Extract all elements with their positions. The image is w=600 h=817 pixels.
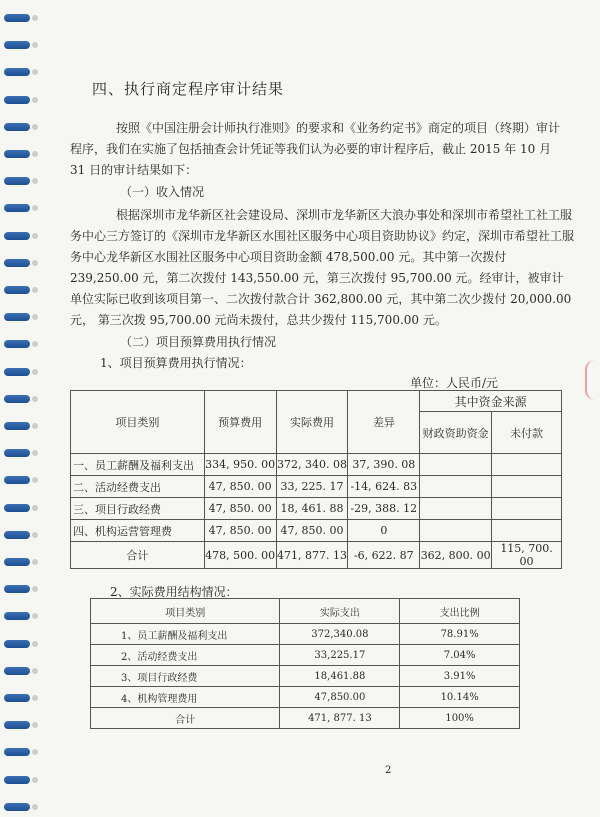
cell-funded: 362, 800. 00 bbox=[420, 542, 492, 569]
binding-hole bbox=[32, 233, 38, 239]
cell-category: 四、机构运营管理费 bbox=[71, 520, 205, 542]
red-stamp-edge bbox=[585, 360, 600, 400]
table-row bbox=[91, 666, 520, 687]
binding-hole bbox=[32, 613, 38, 619]
binding-hole bbox=[32, 505, 38, 511]
binding-ring bbox=[4, 286, 30, 294]
cell-unpaid bbox=[492, 498, 562, 520]
binding-ring bbox=[4, 803, 30, 811]
header-diff: 差异 bbox=[348, 391, 420, 454]
binding-hole bbox=[32, 777, 38, 783]
binding-ring bbox=[4, 721, 30, 729]
binding-hole bbox=[32, 151, 38, 157]
cell-category: 3、项目行政经费 bbox=[91, 666, 280, 687]
binding-hole bbox=[32, 749, 38, 755]
binding-ring bbox=[4, 776, 30, 784]
cell-diff: 0 bbox=[348, 520, 420, 542]
binding-hole bbox=[32, 260, 38, 266]
structure-table bbox=[90, 598, 520, 729]
binding-ring bbox=[4, 232, 30, 240]
binding-ring bbox=[4, 748, 30, 756]
binding-hole bbox=[32, 695, 38, 701]
cell-ratio: 3.91% bbox=[400, 666, 520, 687]
header-category: 项目类别 bbox=[71, 391, 205, 454]
table-row bbox=[71, 520, 562, 542]
binding-ring bbox=[4, 476, 30, 484]
cell-category: 4、机构管理费用 bbox=[91, 687, 280, 708]
binding-hole bbox=[32, 314, 38, 320]
binding-ring bbox=[4, 150, 30, 158]
cell-budget: 47, 850. 00 bbox=[204, 476, 276, 498]
cell-budget: 334, 950. 00 bbox=[204, 454, 276, 476]
binding-hole bbox=[32, 423, 38, 429]
table-row bbox=[71, 476, 562, 498]
cell-ratio: 10.14% bbox=[400, 687, 520, 708]
binding-ring bbox=[4, 68, 30, 76]
binding-ring bbox=[4, 259, 30, 267]
binding-ring bbox=[4, 612, 30, 620]
binding-hole bbox=[32, 369, 38, 375]
header-unpaid: 未付款 bbox=[492, 412, 562, 454]
cell-budget: 47, 850. 00 bbox=[204, 520, 276, 542]
binding-ring bbox=[4, 694, 30, 702]
binding-hole bbox=[32, 178, 38, 184]
cell-actual: 33,225.17 bbox=[280, 645, 400, 666]
cell-funded bbox=[420, 476, 492, 498]
cell-diff: -14, 624. 83 bbox=[348, 476, 420, 498]
total-row bbox=[91, 708, 520, 729]
cell-category: 合计 bbox=[71, 542, 205, 569]
binding-hole bbox=[32, 97, 38, 103]
cell-actual: 471, 877. 13 bbox=[276, 542, 348, 569]
cell-category: 二、活动经费支出 bbox=[71, 476, 205, 498]
header-funded: 财政资助资金 bbox=[420, 412, 492, 454]
cell-category: 一、员工薪酬及福利支出 bbox=[71, 454, 205, 476]
cell-actual: 47, 850. 00 bbox=[276, 520, 348, 542]
cell-category: 合计 bbox=[91, 708, 280, 729]
binding-ring bbox=[4, 449, 30, 457]
cell-budget: 478, 500. 00 bbox=[204, 542, 276, 569]
binding-ring bbox=[4, 340, 30, 348]
binding-hole bbox=[32, 559, 38, 565]
intro-paragraph: 按照《中国注册会计师执行准则》的要求和《业务约定书》商定的项目（终期）审计程序，我们在实施了包括抽查会计凭证等我们认为必要的审计程序后，截止 2015 年 10 月 31 日的审计结果如下： bbox=[70, 121, 561, 177]
binding-hole bbox=[32, 641, 38, 647]
cell-category: 2、活动经费支出 bbox=[91, 645, 280, 666]
cell-ratio: 100% bbox=[400, 708, 520, 729]
binding-hole bbox=[32, 532, 38, 538]
cell-actual: 18, 461. 88 bbox=[276, 498, 348, 520]
cell-actual: 47,850.00 bbox=[280, 687, 400, 708]
cell-budget: 47, 850. 00 bbox=[204, 498, 276, 520]
binding-ring bbox=[4, 558, 30, 566]
binding-ring bbox=[4, 640, 30, 648]
cell-actual: 372,340.08 bbox=[280, 624, 400, 645]
header-source: 其中资金来源 bbox=[420, 391, 562, 412]
header2-ratio: 支出比例 bbox=[400, 599, 520, 624]
table-row bbox=[71, 498, 562, 520]
cell-diff: -6, 622. 87 bbox=[348, 542, 420, 569]
income-title: （一）收入情况 bbox=[120, 185, 205, 199]
binding-ring bbox=[4, 368, 30, 376]
binding-ring bbox=[4, 14, 30, 22]
binding-hole bbox=[32, 15, 38, 21]
table-row bbox=[91, 687, 520, 708]
binding-ring bbox=[4, 204, 30, 212]
table-row bbox=[91, 624, 520, 645]
table-row bbox=[91, 645, 520, 666]
cell-funded bbox=[420, 454, 492, 476]
binding-hole bbox=[32, 450, 38, 456]
cell-actual: 33, 225. 17 bbox=[276, 476, 348, 498]
binding-hole bbox=[32, 69, 38, 75]
cell-ratio: 7.04% bbox=[400, 645, 520, 666]
cell-unpaid bbox=[492, 454, 562, 476]
budget-table bbox=[70, 390, 562, 569]
binding-hole bbox=[32, 287, 38, 293]
cell-funded bbox=[420, 520, 492, 542]
binding-ring bbox=[4, 531, 30, 539]
header-actual: 实际费用 bbox=[276, 391, 348, 454]
cell-category: 三、项目行政经费 bbox=[71, 498, 205, 520]
binding-ring bbox=[4, 504, 30, 512]
binding-ring bbox=[4, 96, 30, 104]
cell-ratio: 78.91% bbox=[400, 624, 520, 645]
binding-hole bbox=[32, 205, 38, 211]
cell-actual: 18,461.88 bbox=[280, 666, 400, 687]
section-heading: 四、执行商定程序审计结果 bbox=[92, 80, 285, 98]
cell-diff: 37, 390. 08 bbox=[348, 454, 420, 476]
binding-hole bbox=[32, 124, 38, 130]
header2-actual: 实际支出 bbox=[280, 599, 400, 624]
budget-subtitle: 1、项目预算费用执行情况： bbox=[100, 356, 252, 370]
binding-ring bbox=[4, 313, 30, 321]
binding-ring bbox=[4, 422, 30, 430]
cell-funded bbox=[420, 498, 492, 520]
header-budget: 预算费用 bbox=[204, 391, 276, 454]
cell-unpaid: 115, 700. 00 bbox=[492, 542, 562, 569]
binding-hole bbox=[32, 477, 38, 483]
income-paragraph: 根据深圳市龙华新区社会建设局、深圳市龙华新区大浪办事处和深圳市希望社工社工服务中心三方签订的《深圳市龙华新区水围社区服务中心项目资助协议》约定，深圳市希望社工服务中心龙华新区水围社区服务中心项目资助金额 478,500.00 元。其中第一次拨付 239,250.00 元，第二次拨付 143,550.00 元，第三次拨付 95,700.00 元。经审计，被审计单位实际已收到该项目第一、二次拨付款合计 362,800.00 元，其中第二次少拨付 20,000.00 元， 第三次拨 95,700.00 元尚未拨付，总共少拨付 115,700.00 元。 bbox=[70, 208, 575, 327]
binding-hole bbox=[32, 668, 38, 674]
cell-actual: 471, 877. 13 bbox=[280, 708, 400, 729]
spiral-binding bbox=[0, 0, 40, 817]
binding-ring bbox=[4, 667, 30, 675]
binding-ring bbox=[4, 395, 30, 403]
binding-hole bbox=[32, 804, 38, 810]
binding-ring bbox=[4, 585, 30, 593]
total-row bbox=[71, 542, 562, 569]
binding-hole bbox=[32, 722, 38, 728]
structure-subtitle: 2、实际费用结构情况： bbox=[110, 585, 238, 599]
cell-actual: 372, 340. 08 bbox=[276, 454, 348, 476]
cell-unpaid bbox=[492, 476, 562, 498]
binding-ring bbox=[4, 41, 30, 49]
binding-ring bbox=[4, 123, 30, 131]
header2-category: 项目类别 bbox=[91, 599, 280, 624]
cell-unpaid bbox=[492, 520, 562, 542]
binding-hole bbox=[32, 42, 38, 48]
binding-hole bbox=[32, 396, 38, 402]
binding-hole bbox=[32, 586, 38, 592]
budget-section-title: （二）项目预算费用执行情况 bbox=[120, 335, 277, 349]
unit-label: 单位：人民币/元 bbox=[410, 376, 499, 390]
cell-diff: -29, 388. 12 bbox=[348, 498, 420, 520]
page-number: 2 bbox=[385, 765, 392, 776]
table-row bbox=[71, 454, 562, 476]
cell-category: 1、员工薪酬及福利支出 bbox=[91, 624, 280, 645]
binding-ring bbox=[4, 177, 30, 185]
binding-hole bbox=[32, 341, 38, 347]
